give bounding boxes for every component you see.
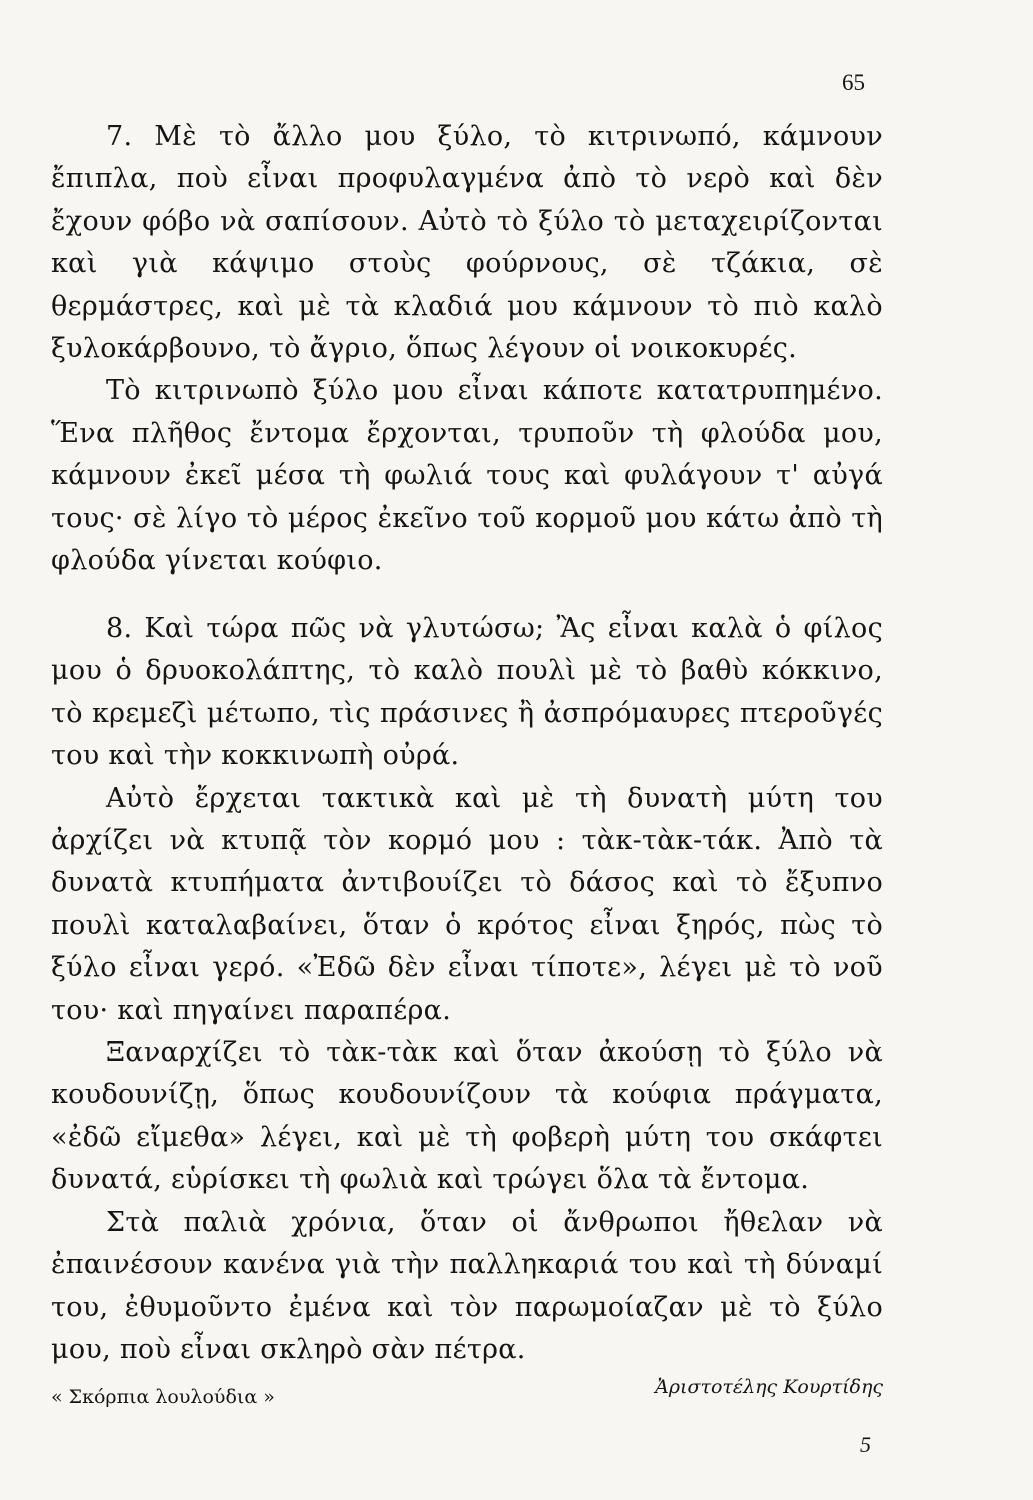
source-author: Ἀριστοτέλης Κουρτίδης bbox=[655, 1376, 883, 1398]
paragraph: 7. Μὲ τὸ ἄλλο μου ξύλο, τὸ κιτρινωπό, κάμνουν ἔπιπλα, ποὺ εἶναι προφυλαγμένα ἀπὸ τὸ νερὸ καὶ δὲν ἔχουν φόβο νὰ σαπίσουν. Αὐτὸ τὸ ξύλο τὸ μεταχειρίζονται καὶ γιὰ κάψιμο στοὺς φούρνους, σὲ τζάκια, σὲ θερμάστρες, καὶ μὲ τὰ κλαδιά μου κάμνουν τὸ πιὸ καλὸ ξυλοκάρβουνο, τὸ ἄγριο, ὅπως λέγουν οἱ νοικοκυρές. bbox=[51, 121, 883, 365]
signature-mark: 5 bbox=[860, 1432, 871, 1457]
source-title: « Σκόρπια λουλούδια » bbox=[51, 1386, 275, 1408]
paragraph: Αὐτὸ ἔρχεται τακτικὰ καὶ μὲ τὴ δυνατὴ μύτη του ἀρχίζει νὰ κτυπᾷ τὸν κορμό μου : τὰκ-τὰκ-τάκ. Ἀπὸ τὰ δυνατὰ κτυπήματα ἀντιβουίζει τὸ δάσος καὶ τὸ ἔξυπνο πουλὶ καταλαβαίνει, ὅταν ὁ κρότος εἶναι ξηρός, πὼς τὸ ξύλο εἶναι γερό. «Ἐδῶ δὲν εἶναι τίποτε», λέγει μὲ τὸ νοῦ του· καὶ πηγαίνει παραπέρα. bbox=[51, 782, 883, 1026]
paragraph: 8. Καὶ τώρα πῶς νὰ γλυτώσω; Ἂς εἶναι καλὰ ὁ φίλος μου ὁ δρυοκολάπτης, τὸ καλὸ πουλὶ μὲ τὸ βαθὺ κόκκινο, τὸ κρεμεζὶ μέτωπο, τὶς πράσινες ἢ ἀσπρόμαυρες πτεροῦγές του καὶ τὴν κοκκινωπὴ οὐρά. bbox=[51, 613, 883, 772]
page-number: 65 bbox=[842, 70, 865, 95]
paragraph: Στὰ παλιὰ χρόνια, ὅταν οἱ ἄνθρωποι ἤθελαν νὰ ἐπαινέσουν κανένα γιὰ τὴν παλληκαριά του καὶ τὴ δύναμί του, ἐθυμοῦντο ἐμένα καὶ τὸν παρωμοίαζαν μὲ τὸ ξύλο μου, ποὺ εἶναι σκληρὸ σὰν πέτρα. bbox=[51, 1206, 883, 1365]
section-7 bbox=[51, 116, 883, 582]
section-8 bbox=[51, 608, 883, 1371]
paragraph: Ξαναρχίζει τὸ τὰκ-τὰκ καὶ ὅταν ἀκούσῃ τὸ ξύλο νὰ κουδουνίζῃ, ὅπως κουδουνίζουν τὰ κούφια πράγματα, «ἐδῶ εἴμεθα» λέγει, καὶ μὲ τὴ φοβερὴ μύτη του σκάφτει δυνατά, εὑρίσκει τὴ φωλιὰ καὶ τρώγει ὅλα τὰ ἔντομα. bbox=[51, 1037, 883, 1196]
paragraph: Τὸ κιτρινωπὸ ξύλο μου εἶναι κάποτε κατατρυπημένο. Ἕνα πλῆθος ἔντομα ἔρχονται, τρυποῦν τὴ φλούδα μου, κάμνουν ἐκεῖ μέσα τὴ φωλιά τους καὶ φυλάγουν τ' αὐγά τους· σὲ λίγο τὸ μέρος ἐκεῖνο τοῦ κορμοῦ μου κάτω ἀπὸ τὴ φλούδα γίνεται κούφιο. bbox=[51, 375, 883, 577]
source-citation bbox=[51, 1376, 883, 1416]
